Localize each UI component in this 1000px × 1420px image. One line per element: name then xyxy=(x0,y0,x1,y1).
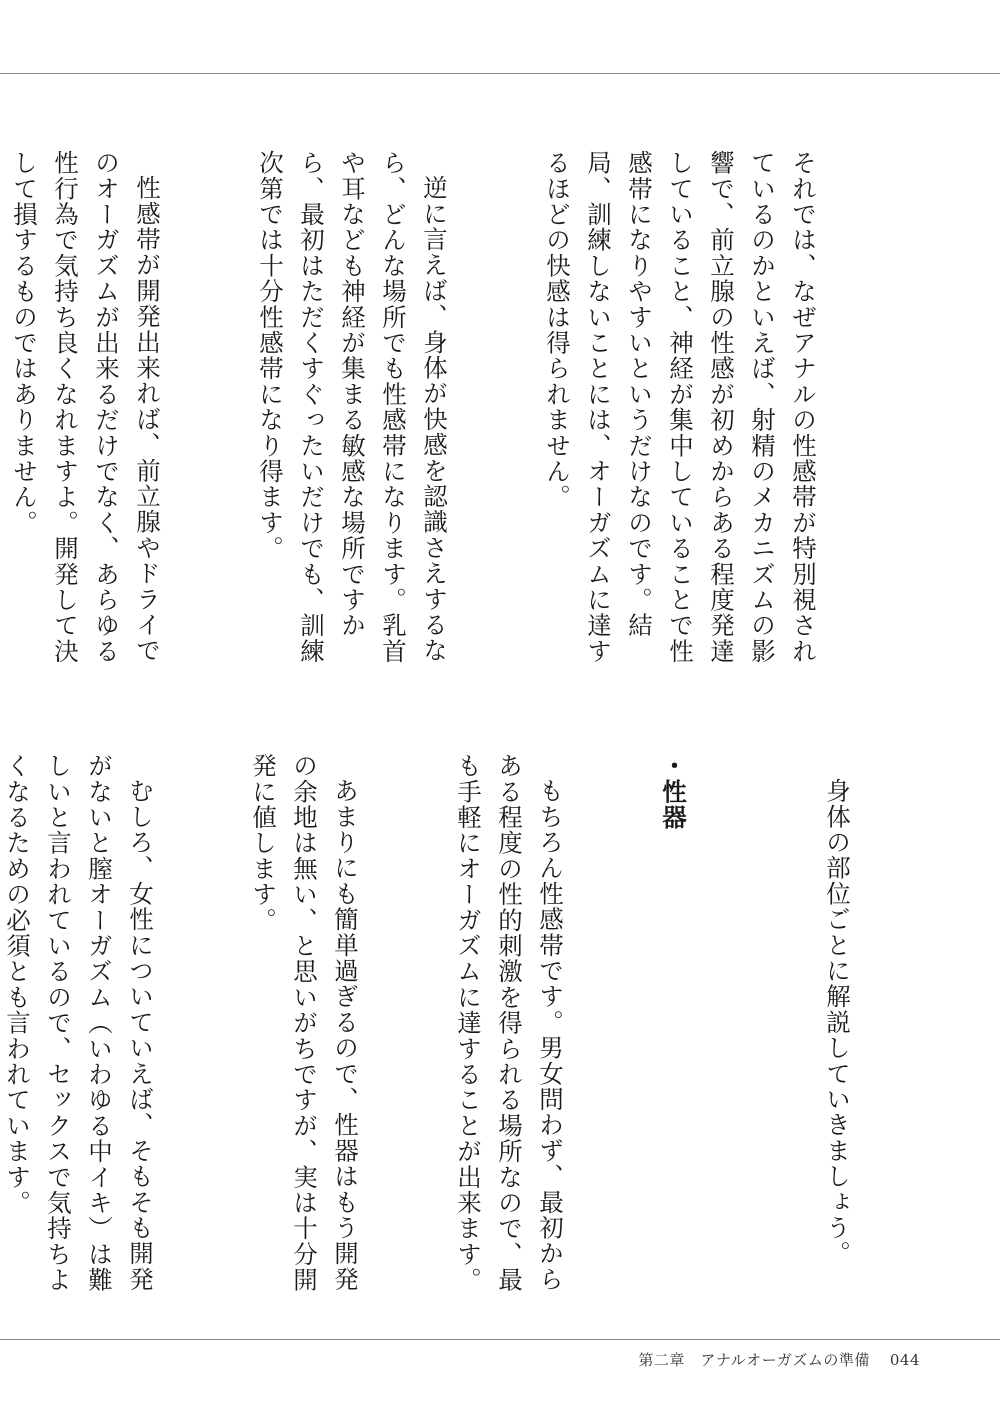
page-number: 044 xyxy=(889,1351,920,1369)
section-heading: ・性器 xyxy=(659,753,688,831)
paragraph: 性感帯が開発出来れば、前立腺やドライでのオーガズムが出来るだけでなく、あらゆる性行為で気持ち良くなれますよ。開発して決して損するものではありません。 xyxy=(10,150,162,664)
paragraph: あまりにも簡単過ぎるので、性器はもう開発の余地は無い、と思いがちですが、実は十分開発に値します。 xyxy=(249,753,360,1293)
upper-text-block xyxy=(10,150,906,680)
paragraph: それでは、なぜアナルの性感帯が特別視されているのかといえば、射精のメカニズムの影響で、前立腺の性感が初めからある程度発達していること、神経が集中していることで性感帯になりやすいというだけなのです。結局、訓練しないことには、オーガズムに達するほどの快感は得られません。 xyxy=(543,150,818,664)
paragraph: もちろん性感帯です。男女問わず、最初からある程度の性的刺激を得られる場所なので、最も手軽にオーガズムに達することが出来ます。 xyxy=(454,753,565,1293)
top-rule xyxy=(0,73,1000,74)
paragraph: 身体の部位ごとに解説していきましょう。 xyxy=(823,777,852,1266)
lower-text-block xyxy=(3,753,940,1293)
chapter-title: 第二章 アナルオーガズムの準備 xyxy=(638,1351,870,1369)
paragraph: むしろ、女性についていえば、そもそも開発がないと膣オーガズム（いわゆる中イキ）は難しいと言われているので、セックスで気持ちよくなるための必須とも言われています。 xyxy=(3,753,155,1293)
paragraph: 逆に言えば、身体が快感を認識さえするなら、どんな場所でも性感帯になります。乳首や耳なども神経が集まる敏感な場所ですから、最初はただくすぐったいだけでも、訓練次第では十分性感帯になり得ます。 xyxy=(256,150,449,664)
page-footer xyxy=(638,1349,920,1370)
bottom-rule xyxy=(0,1339,1000,1340)
